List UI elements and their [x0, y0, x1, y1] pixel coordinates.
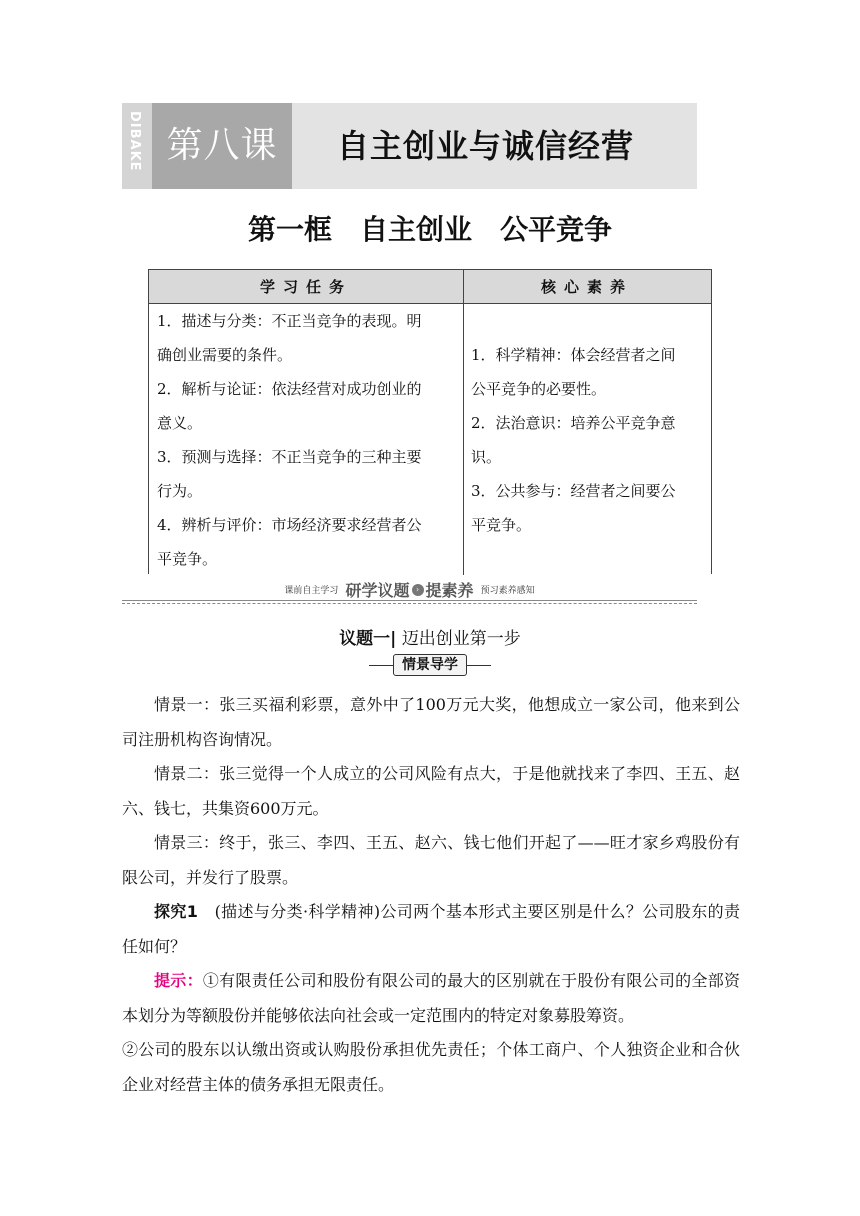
guide-label-box [0, 654, 860, 676]
topic-label: 议题一| [339, 629, 397, 649]
divider-text [122, 578, 697, 601]
scene-paragraph: 情景三：终于，张三、李四、王五、赵六、钱七他们开起了——旺才家乡鸡股份有限公司，并发行了股票。 [122, 833, 740, 887]
hint-text-1: ①有限责任公司和股份有限公司的最大的区别就在于股份有限公司的全部资本划分为等额股份并能够依法向社会或一定范围内的特定对象募股筹资。 [122, 971, 740, 1025]
divider-left-small: 课前自主学习 [284, 586, 339, 596]
section-divider [122, 578, 697, 608]
explore-text: (描述与分类·科学精神)公司两个基本形式主要区别是什么？公司股东的责任如何？ [122, 902, 740, 956]
lesson-number: 第八课 [152, 103, 292, 189]
divider-right-small: 预习素养感知 [480, 586, 535, 596]
banner-side-text: DIBAKE [127, 111, 142, 172]
literacy-line: 1．科学精神：体会经营者之间 [471, 346, 676, 364]
explore-paragraph [122, 895, 740, 964]
task-line: 4．辨析与评价：市场经济要求经营者公 [157, 516, 422, 534]
literacy-line: 公平竞争的必要性。 [471, 380, 607, 398]
hint-paragraph-2: ②公司的股东以认缴出资或认购股份承担优先责任；个体工商户、个人独资企业和合伙企业对经营主体的债务承担无限责任。 [122, 1040, 740, 1094]
hint-paragraph [122, 964, 740, 1033]
banner-side-strip [122, 103, 152, 189]
task-line: 2．解析与论证：依法经营对成功创业的 [157, 380, 422, 398]
task-line: 确创业需要的条件。 [157, 346, 293, 364]
lesson-title: 自主创业与诚信经营 [337, 127, 635, 165]
header-learning-tasks: 学习任务 [259, 278, 352, 296]
task-line: 意义。 [157, 414, 203, 432]
literacy-line: 平竞争。 [471, 516, 532, 534]
body-text [122, 688, 740, 1102]
explore-label: 探究1 [154, 902, 198, 921]
table-end-tick [148, 269, 712, 574]
task-line: 3．预测与选择：不正当竞争的三种主要 [157, 448, 422, 466]
header-core-literacy: 核心素养 [540, 278, 633, 296]
divider-dashed-rule [122, 603, 697, 604]
literacy-line: 识。 [471, 448, 502, 466]
guide-label: 情景导学 [393, 654, 467, 676]
task-line: 行为。 [157, 482, 203, 500]
guide-left-line [369, 665, 393, 666]
task-line: 1．描述与分类：不正当竞争的表现。明 [157, 312, 422, 330]
divider-big-left: 研学议题 [345, 581, 410, 600]
hint-label: 提示： [154, 971, 203, 990]
scene-paragraph: 情景二：张三觉得一个人成立的公司风险有点大，于是他就找来了李四、王五、赵六、钱七，共集资600万元。 [122, 764, 740, 818]
topic-heading [0, 624, 860, 649]
task-line: 平竞争。 [157, 550, 218, 568]
divider-big-right: 提素养 [425, 581, 474, 600]
literacy-line: 3．公共参与：经营者之间要公 [471, 482, 676, 500]
section-subtitle: 第一框 自主创业 公平竞争 [247, 213, 612, 246]
divider-arrow-icon: › [412, 584, 424, 596]
topic-title: 迈出创业第一步 [401, 629, 521, 649]
guide-right-line [467, 665, 491, 666]
literacy-line: 2．法治意识：培养公平竞争意 [471, 414, 676, 432]
lesson-banner [122, 103, 697, 189]
scene-paragraph: 情景一：张三买福利彩票，意外中了100万元大奖，他想成立一家公司，他来到公司注册机构咨询情况。 [122, 695, 740, 749]
